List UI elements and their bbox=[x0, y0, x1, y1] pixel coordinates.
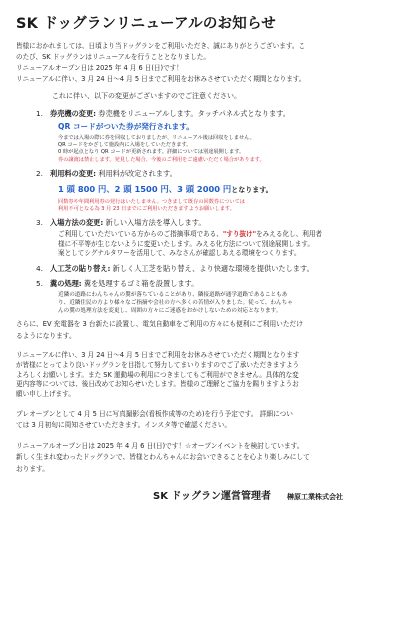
item-note: 近隣の道路にわんちゃんの糞が落ちていることがあり、隣接道路が通学道路であることもあ bbox=[58, 292, 288, 298]
paragraph-line: さらに、EV 充電器を 3 台新たに設置し、電気自動車をご利用の方々にも便利にご利用いただけ bbox=[16, 320, 303, 328]
item-number: 1. bbox=[36, 109, 43, 118]
item-heading bbox=[50, 217, 386, 228]
signature-company: 榊原工業株式会社 bbox=[287, 493, 344, 502]
item-body-text: ご利用していただいている方からのご指摘事項である、 bbox=[58, 230, 223, 239]
item-heading bbox=[50, 278, 386, 289]
item-body-line: 案としてシグナルタワーを活用して、みなさんが確認しあえる環境をつくります。 bbox=[58, 249, 301, 258]
price-suffix: となります。 bbox=[231, 185, 273, 194]
item-body-line: 様に不平等が生じないように変更いたします。みえる化方法について別途展開します。 bbox=[58, 239, 314, 248]
item-heading-text: 券売機をリニューアルします。タッチパネル式となります。 bbox=[96, 109, 290, 118]
item-heading-text: 糞を処理するゴミ箱を設置します。 bbox=[81, 279, 199, 288]
event-paragraph bbox=[16, 441, 386, 476]
paragraph-line: リニューアルに伴い、3 月 24 日～4 月 5 日までご利用をお休みさせていただく期間となります bbox=[16, 351, 300, 359]
item-heading-label: 入場方法の変更: bbox=[50, 218, 104, 228]
paragraph-line: 更内容等については、後日改めてお知らせいたします。皆様のご理解とご協力を賜りますようお bbox=[16, 380, 299, 389]
change-item-ticket-machine bbox=[16, 108, 386, 164]
item-note: 今までは入場の際に券を回収しておりましたが、リニューアル後は回収をしません。 bbox=[58, 135, 255, 141]
page-title: SK ドッグランリニューアルのお知らせ bbox=[16, 16, 276, 32]
item-number: 5. bbox=[36, 279, 43, 288]
item-heading-label: 券売機の変更: bbox=[50, 109, 96, 118]
item-number: 4. bbox=[36, 264, 43, 273]
item-body-text: をみえる化し、利用者 bbox=[256, 230, 323, 239]
item-heading-text: 利用料が改定されます。 bbox=[96, 168, 177, 178]
intro-line: リニューアルオープン日は 2025 年 4 月 6 日(日)です！ bbox=[16, 64, 183, 72]
change-item-fee bbox=[16, 168, 386, 213]
item-heading bbox=[50, 168, 386, 179]
item-number: 3. bbox=[36, 218, 43, 228]
intro-line: のたび、SK ドッグランはリニューアルを行うこととなりました。 bbox=[16, 53, 210, 61]
ev-paragraph bbox=[16, 319, 386, 342]
item-heading-text: 新しく人工芝を貼り替え、より快適な環境を提供いたします。 bbox=[110, 264, 314, 273]
price-values: 1 頭 800 円、2 頭 1500 円、3 頭 2000 円 bbox=[58, 183, 232, 194]
paragraph-line: るようになります。 bbox=[16, 331, 76, 340]
item-heading bbox=[50, 263, 386, 274]
item-note: んの糞の処理方法を変更し、周囲の方々にご迷惑をおかけしないための対応となります。 bbox=[58, 308, 282, 314]
signature-org: SK ドッグラン運営管理者 bbox=[153, 491, 272, 503]
intro-line: リニューアルに伴い、3 月 24 日～4 月 5 日までご利用をお休みさせていただく期間となります。 bbox=[16, 75, 306, 83]
item-heading-label: 人工芝の貼り替え: bbox=[50, 264, 111, 273]
preopen-paragraph bbox=[16, 409, 386, 432]
change-item-turf bbox=[16, 263, 386, 274]
item-body-line bbox=[58, 230, 386, 240]
item-number: 2. bbox=[36, 168, 43, 178]
intro-line: 皆様におかれましては、日頃より当ドッグランをご利用いただき、誠にありがとうございます。こ bbox=[16, 42, 306, 50]
qr-highlight: QR コードがついた券が発行されます。 bbox=[58, 122, 194, 131]
paragraph-line: よろしくお願いします。また SK 運動場の利用につきましてもご利用ができません。具体的な変 bbox=[16, 370, 299, 379]
paragraph-line: おります。 bbox=[16, 464, 49, 473]
item-note: QR コードをかざして施設内に入場をしていただきます。 bbox=[58, 142, 192, 149]
paragraph-line: リニューアルオープン日は 2025 年 4 月 6 日(日)です！☆オープンイベントを検討しています。 bbox=[16, 441, 304, 450]
paragraph-line: 願い申し上げます。 bbox=[16, 390, 75, 399]
item-note: り、近隣住民の方より様々なご指摘や会社の方へ多くの苦情が入りました。従って、わんちゃ bbox=[58, 300, 293, 306]
sneak-through-text: "すり抜け" bbox=[222, 230, 257, 239]
closing-paragraph bbox=[16, 351, 386, 400]
paragraph-line: 新しく生まれ変わったドッグランで、皆様とわんちゃんにお会いできることを心より楽しみにして bbox=[16, 453, 310, 462]
item-heading bbox=[50, 108, 386, 119]
item-note: 0 時が起点となり QR コードが更新されます。詳細については別途展開します。 bbox=[58, 149, 245, 156]
change-item-entry bbox=[16, 217, 386, 259]
item-warning: 回数券や年間利用券の発行はいたしません。つきまして既存の回数券については bbox=[58, 198, 245, 205]
intro-paragraph bbox=[16, 41, 386, 85]
item-heading-text: 新しい入場方法を導入します。 bbox=[103, 218, 206, 228]
change-item-waste bbox=[16, 278, 386, 315]
change-list bbox=[16, 108, 386, 315]
paragraph-line: が皆様にとってより良いドッグランを目指して努力してまいりますのでご了承いただきますよう bbox=[16, 360, 300, 369]
item-heading-label: 利用料の変更: bbox=[50, 168, 96, 178]
item-heading-label: 糞の処理: bbox=[50, 279, 82, 288]
paragraph-line: プレオープンとして 4 月 5 日に写真撮影会(看板作成等のため)を行う予定です。 詳細につい bbox=[16, 409, 293, 418]
item-warning: 券の譲渡は禁止します。発見した場合、今後のご利用をご遠慮いただく場合があります。 bbox=[58, 156, 265, 163]
lead-text: これに伴い、以下の変更がございますのでご注意ください。 bbox=[52, 92, 241, 100]
paragraph-line: ては 3 月初旬に周知させていただきます。インスタ等で確認ください。 bbox=[16, 421, 232, 430]
price-line bbox=[58, 182, 386, 197]
item-warning: 利用不可となる為 3 月 23 日までにご利用いただきますようお願いします。 bbox=[58, 206, 235, 213]
signature bbox=[153, 487, 386, 502]
